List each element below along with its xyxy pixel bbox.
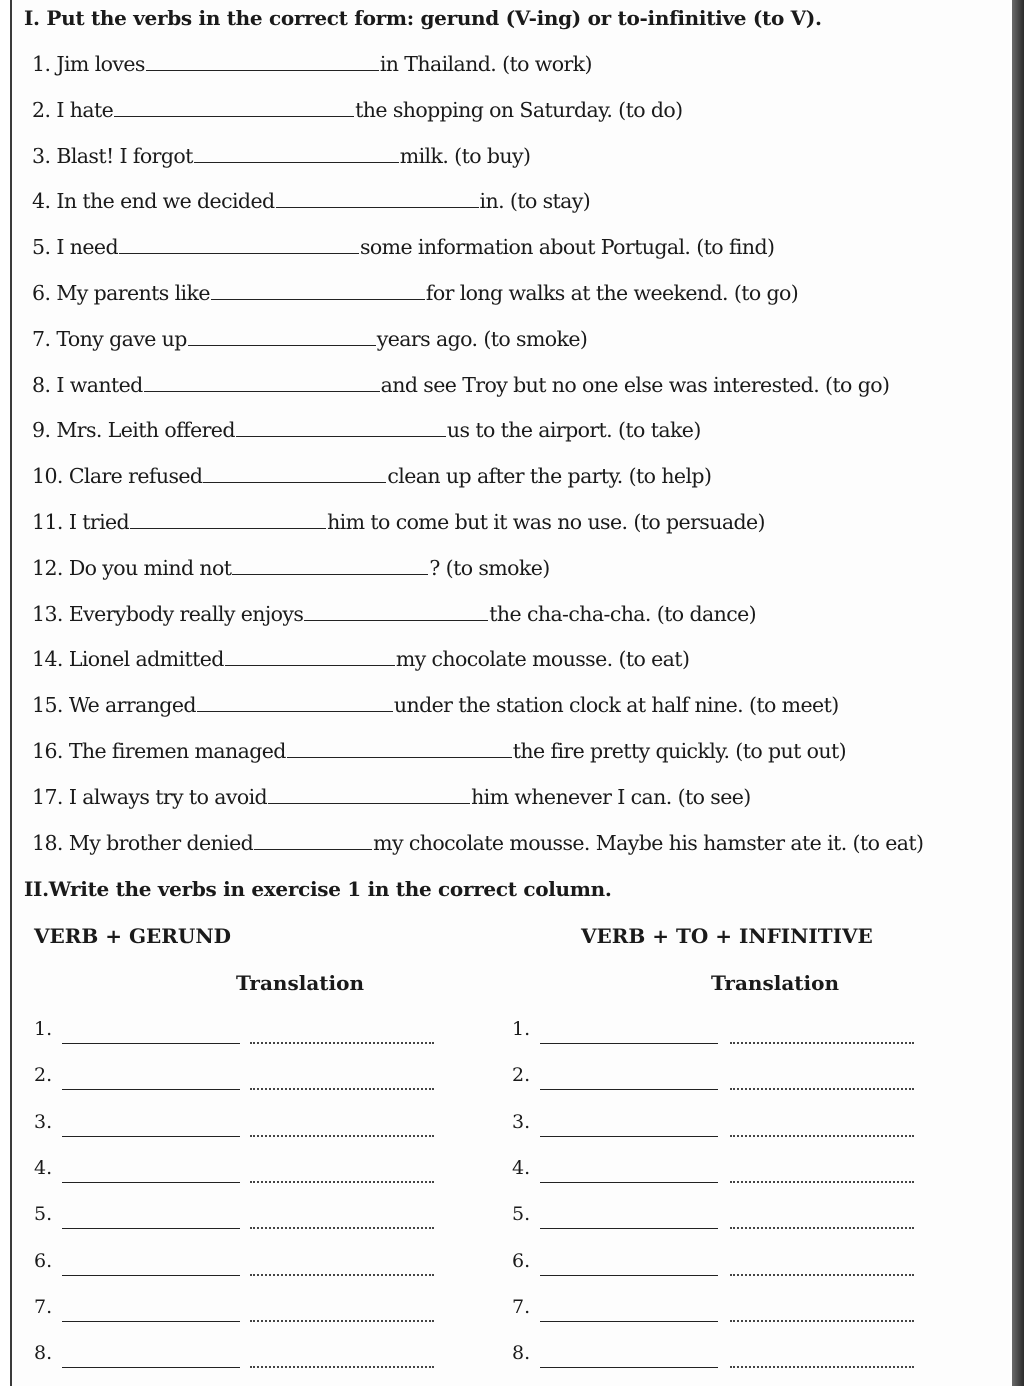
section-2-title: II.Write the verbs in exercise 1 in the correct column.	[24, 877, 612, 901]
exercise-text-after: the fire pretty quickly. (to put out)	[512, 739, 847, 763]
gerund-row-number: 2.	[34, 1064, 53, 1087]
gerund-verb-blank[interactable]	[62, 1274, 240, 1276]
answer-blank[interactable]	[114, 98, 354, 117]
exercise-text-before: Blast! I forgot	[56, 143, 193, 168]
answer-blank[interactable]	[194, 144, 399, 163]
exercise-text-before: Lionel admitted	[68, 647, 224, 672]
infinitive-translation-heading: Translation	[711, 971, 839, 995]
answer-blank[interactable]	[254, 831, 372, 850]
infinitive-row-number: 2.	[512, 1064, 531, 1087]
exercise-item	[32, 464, 711, 494]
exercise-item	[32, 739, 846, 769]
exercise-number: 16.	[32, 739, 63, 763]
infinitive-verb-blank[interactable]	[540, 1320, 718, 1322]
exercise-text-after: years ago. (to smoke)	[376, 326, 588, 351]
answer-blank[interactable]	[236, 418, 446, 437]
gerund-verb-blank[interactable]	[62, 1088, 240, 1090]
answer-blank[interactable]	[287, 739, 512, 758]
gerund-translation-blank[interactable]	[250, 1134, 434, 1137]
exercise-number: 13.	[32, 601, 63, 626]
exercise-item	[32, 189, 590, 219]
gerund-translation-blank[interactable]	[250, 1087, 434, 1090]
exercise-text-after: under the station clock at half nine. (to meet)	[393, 693, 839, 718]
exercise-text-after: him to come but it was no use. (to persuade)	[327, 510, 765, 534]
infinitive-row-number: 8.	[512, 1342, 531, 1365]
answer-blank[interactable]	[146, 52, 379, 71]
exercise-text-before: I hate	[56, 97, 114, 122]
infinitive-verb-blank[interactable]	[540, 1088, 718, 1090]
exercise-text-after: him whenever I can. (to see)	[471, 784, 751, 809]
exercise-number: 4.	[32, 189, 51, 214]
exercise-number: 3.	[32, 143, 51, 168]
exercise-text-after: for long walks at the weekend. (to go)	[425, 281, 799, 305]
gerund-translation-blank[interactable]	[250, 1319, 434, 1322]
exercise-text-after: in Thailand. (to work)	[379, 52, 592, 76]
exercise-text-after: ? (to smoke)	[429, 555, 550, 580]
infinitive-translation-blank[interactable]	[730, 1319, 914, 1322]
answer-blank[interactable]	[203, 464, 386, 483]
gerund-verb-blank[interactable]	[62, 1366, 240, 1368]
exercise-text-before: Tony gave up	[56, 326, 187, 351]
exercise-item	[32, 373, 889, 403]
exercise-item	[32, 647, 689, 677]
exercise-item	[32, 98, 683, 128]
section-1-title: I. Put the verbs in the correct form: gerund (V-ing) or to-infinitive (to V).	[24, 6, 822, 30]
gerund-row-number: 1.	[34, 1018, 53, 1040]
infinitive-row-number: 3.	[512, 1110, 531, 1133]
answer-blank[interactable]	[304, 602, 488, 621]
exercise-text-after: us to the airport. (to take)	[446, 418, 701, 443]
page-edge-shadow	[1012, 0, 1024, 1386]
infinitive-translation-blank[interactable]	[730, 1226, 914, 1229]
exercise-number: 15.	[32, 693, 63, 718]
exercise-item	[32, 693, 839, 723]
infinitive-translation-blank[interactable]	[730, 1134, 914, 1137]
gerund-row-number: 6.	[34, 1249, 53, 1272]
gerund-row-number: 8.	[34, 1342, 53, 1365]
exercise-number: 10.	[32, 464, 63, 489]
infinitive-verb-blank[interactable]	[540, 1227, 718, 1229]
exercise-item	[32, 327, 587, 357]
gerund-verb-blank[interactable]	[62, 1181, 240, 1183]
exercise-text-after: in. (to stay)	[479, 189, 591, 214]
exercise-text-before: I always try to avoid	[68, 784, 268, 809]
exercise-text-after: clean up after the party. (to help)	[387, 464, 712, 489]
exercise-text-before: My brother denied	[68, 830, 254, 855]
infinitive-translation-blank[interactable]	[730, 1180, 914, 1183]
exercise-number: 11.	[32, 510, 63, 534]
answer-blank[interactable]	[268, 785, 470, 804]
exercise-text-after: and see Troy but no one else was interested. (to go)	[380, 372, 890, 397]
exercise-text-after: the cha-cha-cha. (to dance)	[489, 601, 757, 626]
exercise-text-before: Everybody really enjoys	[68, 601, 304, 626]
exercise-text-before: Clare refused	[68, 464, 203, 489]
exercise-item	[32, 831, 923, 861]
answer-blank[interactable]	[197, 693, 393, 712]
answer-blank[interactable]	[211, 281, 425, 300]
gerund-column-heading: VERB + GERUND	[34, 924, 231, 948]
infinitive-verb-blank[interactable]	[540, 1042, 718, 1044]
exercise-item	[32, 785, 751, 815]
gerund-row-number: 3.	[34, 1110, 53, 1133]
answer-blank[interactable]	[225, 647, 395, 666]
gerund-translation-blank[interactable]	[250, 1226, 434, 1229]
exercise-text-before: Do you mind not	[68, 555, 232, 580]
exercise-item	[32, 510, 765, 540]
exercise-item	[32, 556, 550, 586]
exercise-item	[32, 235, 774, 265]
exercise-text-before: Mrs. Leith offered	[56, 418, 235, 443]
infinitive-verb-blank[interactable]	[540, 1181, 718, 1183]
exercise-text-after: my chocolate mousse. Maybe his hamster ate it. (to eat)	[373, 830, 924, 855]
exercise-text-after: some information about Portugal. (to find)	[359, 235, 775, 260]
infinitive-verb-blank[interactable]	[540, 1135, 718, 1137]
gerund-translation-blank[interactable]	[250, 1041, 434, 1044]
answer-blank[interactable]	[119, 235, 359, 254]
gerund-verb-blank[interactable]	[62, 1135, 240, 1137]
gerund-verb-blank[interactable]	[62, 1320, 240, 1322]
exercise-text-before: I need	[56, 235, 118, 260]
exercise-number: 9.	[32, 418, 51, 443]
exercise-text-before: I tried	[68, 510, 130, 534]
exercise-item	[32, 602, 756, 632]
exercise-text-after: milk. (to buy)	[399, 143, 531, 168]
infinitive-translation-blank[interactable]	[730, 1273, 914, 1276]
exercise-number: 8.	[32, 372, 51, 397]
answer-blank[interactable]	[276, 189, 479, 208]
exercise-item	[32, 418, 701, 448]
exercise-number: 6.	[32, 281, 51, 305]
exercise-item	[32, 52, 592, 82]
exercise-text-after: my chocolate mousse. (to eat)	[395, 647, 690, 672]
exercise-item	[32, 144, 530, 174]
exercise-number: 5.	[32, 235, 51, 260]
infinitive-row-number: 5.	[512, 1203, 531, 1226]
exercise-text-before: Jim loves	[56, 52, 145, 76]
gerund-verb-blank[interactable]	[62, 1227, 240, 1229]
infinitive-verb-blank[interactable]	[540, 1274, 718, 1276]
infinitive-row-number: 7.	[512, 1295, 531, 1318]
infinitive-translation-blank[interactable]	[730, 1365, 914, 1368]
infinitive-translation-blank[interactable]	[730, 1087, 914, 1090]
infinitive-verb-blank[interactable]	[540, 1366, 718, 1368]
gerund-translation-blank[interactable]	[250, 1273, 434, 1276]
exercise-text-after: the shopping on Saturday. (to do)	[355, 97, 683, 122]
exercise-text-before: We arranged	[68, 693, 196, 718]
gerund-row-number: 4.	[34, 1156, 53, 1179]
exercise-text-before: The firemen managed	[68, 739, 286, 763]
exercise-number: 2.	[32, 97, 51, 122]
exercise-number: 12.	[32, 555, 63, 580]
exercise-number: 1.	[32, 52, 51, 76]
answer-blank[interactable]	[144, 373, 380, 392]
exercise-text-before: I wanted	[56, 372, 143, 397]
gerund-row-number: 7.	[34, 1295, 53, 1318]
exercise-number: 18.	[32, 830, 63, 855]
answer-blank[interactable]	[130, 510, 326, 529]
gerund-verb-blank[interactable]	[62, 1042, 240, 1044]
gerund-translation-blank[interactable]	[250, 1180, 434, 1183]
exercise-text-before: In the end we decided	[56, 189, 275, 214]
exercise-text-before: My parents like	[56, 281, 210, 305]
exercise-number: 14.	[32, 647, 63, 672]
exercise-item	[32, 281, 798, 311]
answer-blank[interactable]	[188, 327, 376, 346]
infinitive-translation-blank[interactable]	[730, 1041, 914, 1044]
answer-blank[interactable]	[232, 556, 428, 575]
exercise-number: 7.	[32, 326, 51, 351]
gerund-row-number: 5.	[34, 1203, 53, 1226]
gerund-translation-blank[interactable]	[250, 1365, 434, 1368]
infinitive-row-number: 6.	[512, 1249, 531, 1272]
infinitive-row-number: 1.	[512, 1018, 531, 1040]
infinitive-row-number: 4.	[512, 1156, 531, 1179]
exercise-number: 17.	[32, 784, 63, 809]
infinitive-column-heading: VERB + TO + INFINITIVE	[581, 924, 873, 948]
gerund-translation-heading: Translation	[236, 971, 364, 995]
